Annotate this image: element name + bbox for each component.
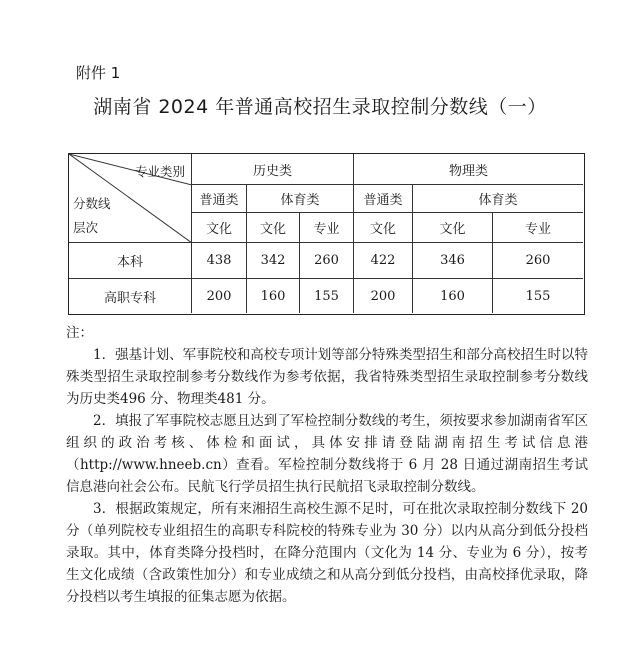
note-item-2: 2．填报了军事院校志愿且达到了军检控制分数线的考生，须按要求参加湖南省军区组织的政治考核、体检和面试，具体安排请登陆湖南招生考试信息港（http://www.hneeb.cn）查看。军检控制分数线将于 6 月 28 日通过湖南招生考试信息港向社会公布。民航飞行学员招生执行民航招飞录取控制分数线。 bbox=[66, 413, 588, 495]
subhead-cell: 专业 bbox=[300, 213, 354, 243]
corner-score-label: 分数线 bbox=[73, 196, 111, 211]
table-cell: 200 bbox=[192, 279, 247, 313]
table-cell: 260 bbox=[300, 243, 354, 279]
table-cell: 200 bbox=[354, 279, 413, 313]
subhead-cell: 专业 bbox=[493, 213, 583, 243]
page-title: 湖南省 2024 年普通高校招生录取控制分数线（一） bbox=[93, 96, 547, 118]
table-cell: 346 bbox=[413, 243, 493, 279]
physics-sports: 体育类 bbox=[413, 185, 583, 213]
history-general: 普通类 bbox=[192, 185, 247, 213]
history-sports: 体育类 bbox=[247, 185, 354, 213]
table-cell: 260 bbox=[493, 243, 583, 279]
physics-general: 普通类 bbox=[354, 185, 413, 213]
corner-header bbox=[69, 154, 192, 243]
row-label-vocational: 高职专科 bbox=[69, 279, 192, 313]
table-cell: 342 bbox=[247, 243, 300, 279]
corner-level-label: 层次 bbox=[73, 220, 99, 235]
subhead-cell: 文化 bbox=[247, 213, 300, 243]
note-item-1: 1．强基计划、军事院校和高校专项计划等部分特殊类型招生和部分高校招生时以特殊类型招生录取控制参考分数线作为参考依据，我省特殊类型招生录取控制参考分数线为历史类496 分、物理类481 分。 bbox=[66, 347, 588, 407]
notes-section bbox=[66, 322, 588, 608]
annex-label: 附件 1 bbox=[76, 64, 121, 82]
table-cell: 160 bbox=[247, 279, 300, 313]
table-cell: 155 bbox=[525, 288, 551, 304]
group-physics: 物理类 bbox=[354, 154, 583, 185]
corner-category-label: 专业类别 bbox=[134, 164, 185, 179]
row-label-undergrad: 本科 bbox=[69, 243, 192, 279]
note-item-3: 3．根据政策规定，所有来湘招生高校生源不足时，可在批次录取控制分数线下 20 分（单列院校专业组招生的高职专科院校的特殊专业为 30 分）以内从高分到低分投档录取。其中，体育类降分投档时，在降分范围内（文化为 14 分、专业为 6 分），按考生文化成绩（含政策性加分）和专业成绩之和从高分到低分投档，由高校择优录取，降分投档以考生填报的征集志愿为依据。 bbox=[66, 501, 588, 605]
table-cell: 155 bbox=[300, 279, 354, 313]
notes-heading: 注： bbox=[66, 325, 93, 341]
subhead-cell: 文化 bbox=[413, 213, 493, 243]
group-history: 历史类 bbox=[192, 154, 354, 185]
table-cell: 422 bbox=[354, 243, 413, 279]
subhead-cell: 文化 bbox=[354, 213, 413, 243]
table-cell: 438 bbox=[192, 243, 247, 279]
score-table bbox=[68, 153, 585, 315]
subhead-cell: 文化 bbox=[192, 213, 247, 243]
table-cell: 160 bbox=[413, 279, 493, 313]
